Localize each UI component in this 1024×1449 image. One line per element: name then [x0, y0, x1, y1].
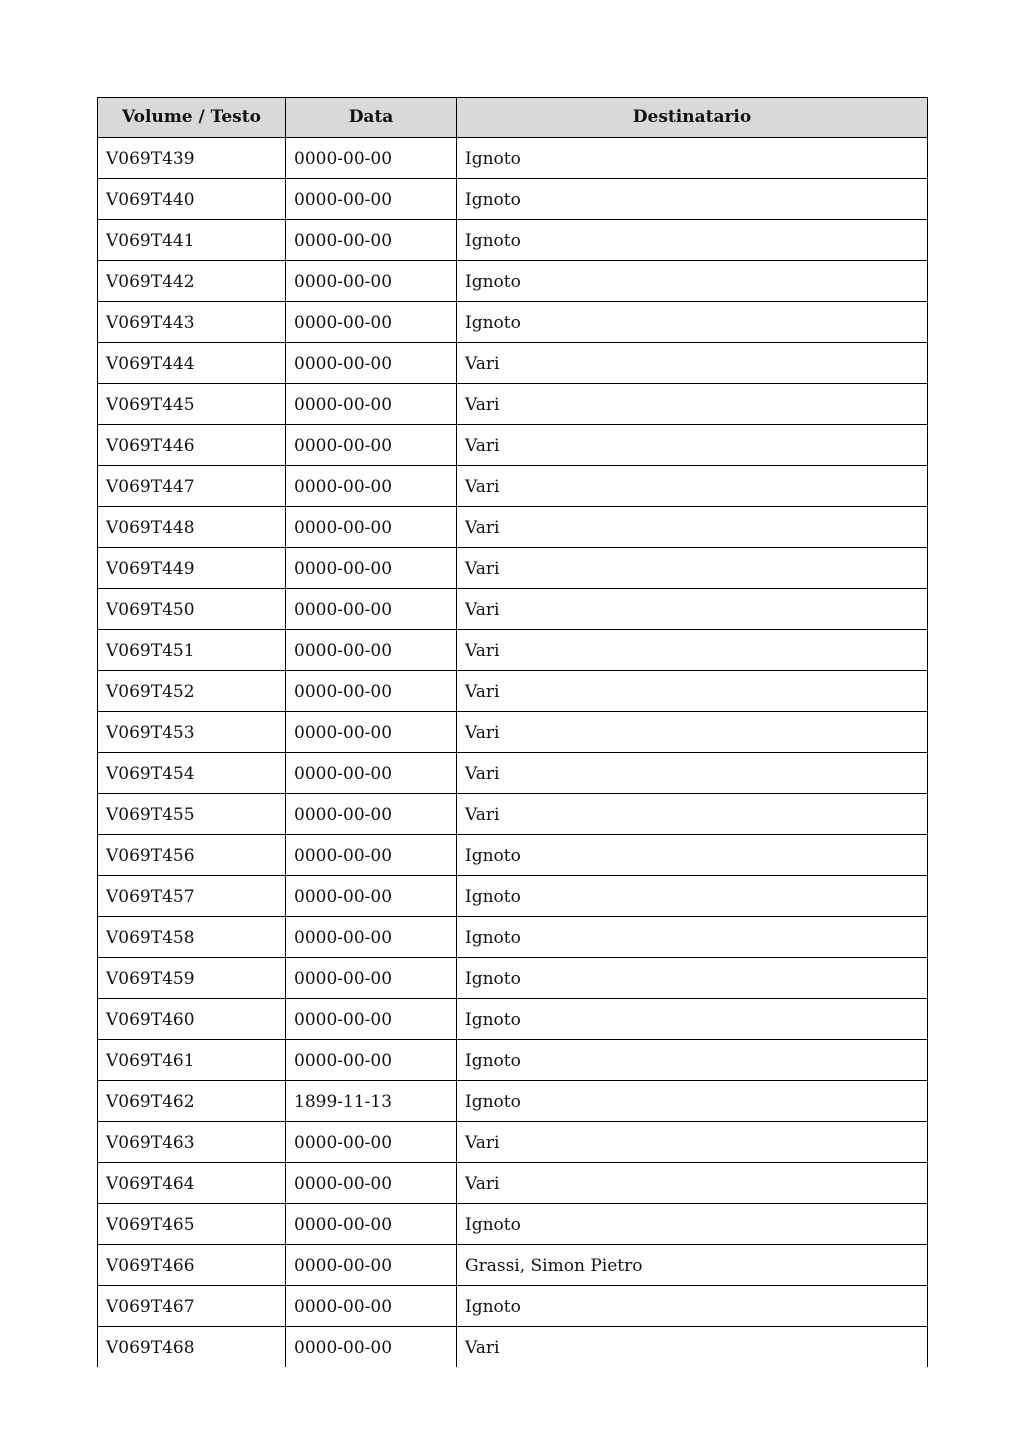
cell-destinatario: Vari [457, 794, 928, 835]
cell-data: 0000-00-00 [286, 425, 457, 466]
cell-destinatario: Ignoto [457, 179, 928, 220]
cell-destinatario: Ignoto [457, 1040, 928, 1081]
cell-destinatario: Ignoto [457, 1286, 928, 1327]
cell-destinatario: Vari [457, 548, 928, 589]
cell-data: 0000-00-00 [286, 1204, 457, 1245]
table-row [98, 302, 928, 343]
table-row [98, 1204, 928, 1245]
cell-data: 0000-00-00 [286, 179, 457, 220]
cell-destinatario: Grassi, Simon Pietro [457, 1245, 928, 1286]
table-row [98, 1040, 928, 1081]
cell-volume-testo: V069T442 [98, 261, 286, 302]
table-row [98, 917, 928, 958]
cell-data: 0000-00-00 [286, 1245, 457, 1286]
cell-destinatario: Ignoto [457, 917, 928, 958]
table-row [98, 343, 928, 384]
header-destinatario: Destinatario [457, 98, 928, 138]
table-row [98, 179, 928, 220]
cell-destinatario: Vari [457, 425, 928, 466]
cell-data: 0000-00-00 [286, 1163, 457, 1204]
cell-data: 0000-00-00 [286, 589, 457, 630]
cell-volume-testo: V069T452 [98, 671, 286, 712]
cell-data: 0000-00-00 [286, 876, 457, 917]
table-header-row [98, 98, 928, 138]
cell-volume-testo: V069T444 [98, 343, 286, 384]
table-row [98, 384, 928, 425]
table-row [98, 794, 928, 835]
cell-volume-testo: V069T443 [98, 302, 286, 343]
cell-destinatario: Vari [457, 712, 928, 753]
cell-volume-testo: V069T446 [98, 425, 286, 466]
cell-data: 0000-00-00 [286, 630, 457, 671]
table-row [98, 876, 928, 917]
cell-destinatario: Ignoto [457, 958, 928, 999]
cell-data: 0000-00-00 [286, 1327, 457, 1368]
cell-destinatario: Ignoto [457, 138, 928, 179]
cell-volume-testo: V069T456 [98, 835, 286, 876]
cell-volume-testo: V069T450 [98, 589, 286, 630]
table-row [98, 630, 928, 671]
cell-volume-testo: V069T460 [98, 999, 286, 1040]
document-page [97, 97, 927, 1367]
cell-volume-testo: V069T454 [98, 753, 286, 794]
table-row [98, 712, 928, 753]
cell-destinatario: Ignoto [457, 876, 928, 917]
cell-data: 0000-00-00 [286, 384, 457, 425]
cell-volume-testo: V069T465 [98, 1204, 286, 1245]
cell-volume-testo: V069T461 [98, 1040, 286, 1081]
cell-data: 0000-00-00 [286, 671, 457, 712]
cell-destinatario: Vari [457, 1327, 928, 1368]
cell-data: 0000-00-00 [286, 261, 457, 302]
cell-data: 0000-00-00 [286, 835, 457, 876]
cell-volume-testo: V069T458 [98, 917, 286, 958]
cell-volume-testo: V069T453 [98, 712, 286, 753]
cell-destinatario: Vari [457, 1122, 928, 1163]
cell-data: 0000-00-00 [286, 712, 457, 753]
cell-destinatario: Vari [457, 671, 928, 712]
table-row [98, 220, 928, 261]
table-row [98, 138, 928, 179]
letters-table [97, 97, 928, 1367]
table-row [98, 671, 928, 712]
cell-volume-testo: V069T459 [98, 958, 286, 999]
cell-volume-testo: V069T448 [98, 507, 286, 548]
cell-destinatario: Vari [457, 384, 928, 425]
table-row [98, 1245, 928, 1286]
table-row [98, 1081, 928, 1122]
cell-volume-testo: V069T441 [98, 220, 286, 261]
cell-volume-testo: V069T467 [98, 1286, 286, 1327]
table-row [98, 589, 928, 630]
cell-destinatario: Ignoto [457, 835, 928, 876]
cell-destinatario: Vari [457, 589, 928, 630]
table-row [98, 1163, 928, 1204]
cell-destinatario: Vari [457, 1163, 928, 1204]
table-row [98, 466, 928, 507]
table-row [98, 507, 928, 548]
cell-data: 0000-00-00 [286, 1286, 457, 1327]
cell-data: 0000-00-00 [286, 794, 457, 835]
cell-volume-testo: V069T463 [98, 1122, 286, 1163]
cell-volume-testo: V069T464 [98, 1163, 286, 1204]
table-row [98, 1286, 928, 1327]
cell-data: 0000-00-00 [286, 999, 457, 1040]
cell-volume-testo: V069T462 [98, 1081, 286, 1122]
cell-data: 0000-00-00 [286, 466, 457, 507]
cell-destinatario: Vari [457, 753, 928, 794]
table-row [98, 548, 928, 589]
table-row [98, 1327, 928, 1368]
cell-destinatario: Ignoto [457, 999, 928, 1040]
table-row [98, 958, 928, 999]
table-row [98, 835, 928, 876]
table-row [98, 1122, 928, 1163]
cell-volume-testo: V069T457 [98, 876, 286, 917]
cell-data: 0000-00-00 [286, 507, 457, 548]
cell-destinatario: Vari [457, 630, 928, 671]
cell-destinatario: Vari [457, 507, 928, 548]
cell-data: 1899-11-13 [286, 1081, 457, 1122]
cell-volume-testo: V069T468 [98, 1327, 286, 1368]
cell-volume-testo: V069T466 [98, 1245, 286, 1286]
table-row [98, 753, 928, 794]
cell-destinatario: Ignoto [457, 261, 928, 302]
cell-volume-testo: V069T451 [98, 630, 286, 671]
cell-data: 0000-00-00 [286, 220, 457, 261]
cell-data: 0000-00-00 [286, 958, 457, 999]
cell-data: 0000-00-00 [286, 917, 457, 958]
table-row [98, 425, 928, 466]
cell-destinatario: Vari [457, 466, 928, 507]
table-body [98, 138, 928, 1368]
cell-destinatario: Ignoto [457, 220, 928, 261]
table-row [98, 999, 928, 1040]
cell-destinatario: Ignoto [457, 1081, 928, 1122]
cell-volume-testo: V069T445 [98, 384, 286, 425]
cell-data: 0000-00-00 [286, 548, 457, 589]
cell-volume-testo: V069T440 [98, 179, 286, 220]
cell-data: 0000-00-00 [286, 343, 457, 384]
cell-data: 0000-00-00 [286, 1122, 457, 1163]
cell-volume-testo: V069T449 [98, 548, 286, 589]
cell-data: 0000-00-00 [286, 138, 457, 179]
cell-destinatario: Vari [457, 343, 928, 384]
cell-destinatario: Ignoto [457, 302, 928, 343]
header-data: Data [286, 98, 457, 138]
cell-data: 0000-00-00 [286, 1040, 457, 1081]
cell-volume-testo: V069T439 [98, 138, 286, 179]
header-volume-testo: Volume / Testo [98, 98, 286, 138]
cell-volume-testo: V069T455 [98, 794, 286, 835]
cell-data: 0000-00-00 [286, 753, 457, 794]
cell-destinatario: Ignoto [457, 1204, 928, 1245]
table-row [98, 261, 928, 302]
cell-data: 0000-00-00 [286, 302, 457, 343]
cell-volume-testo: V069T447 [98, 466, 286, 507]
